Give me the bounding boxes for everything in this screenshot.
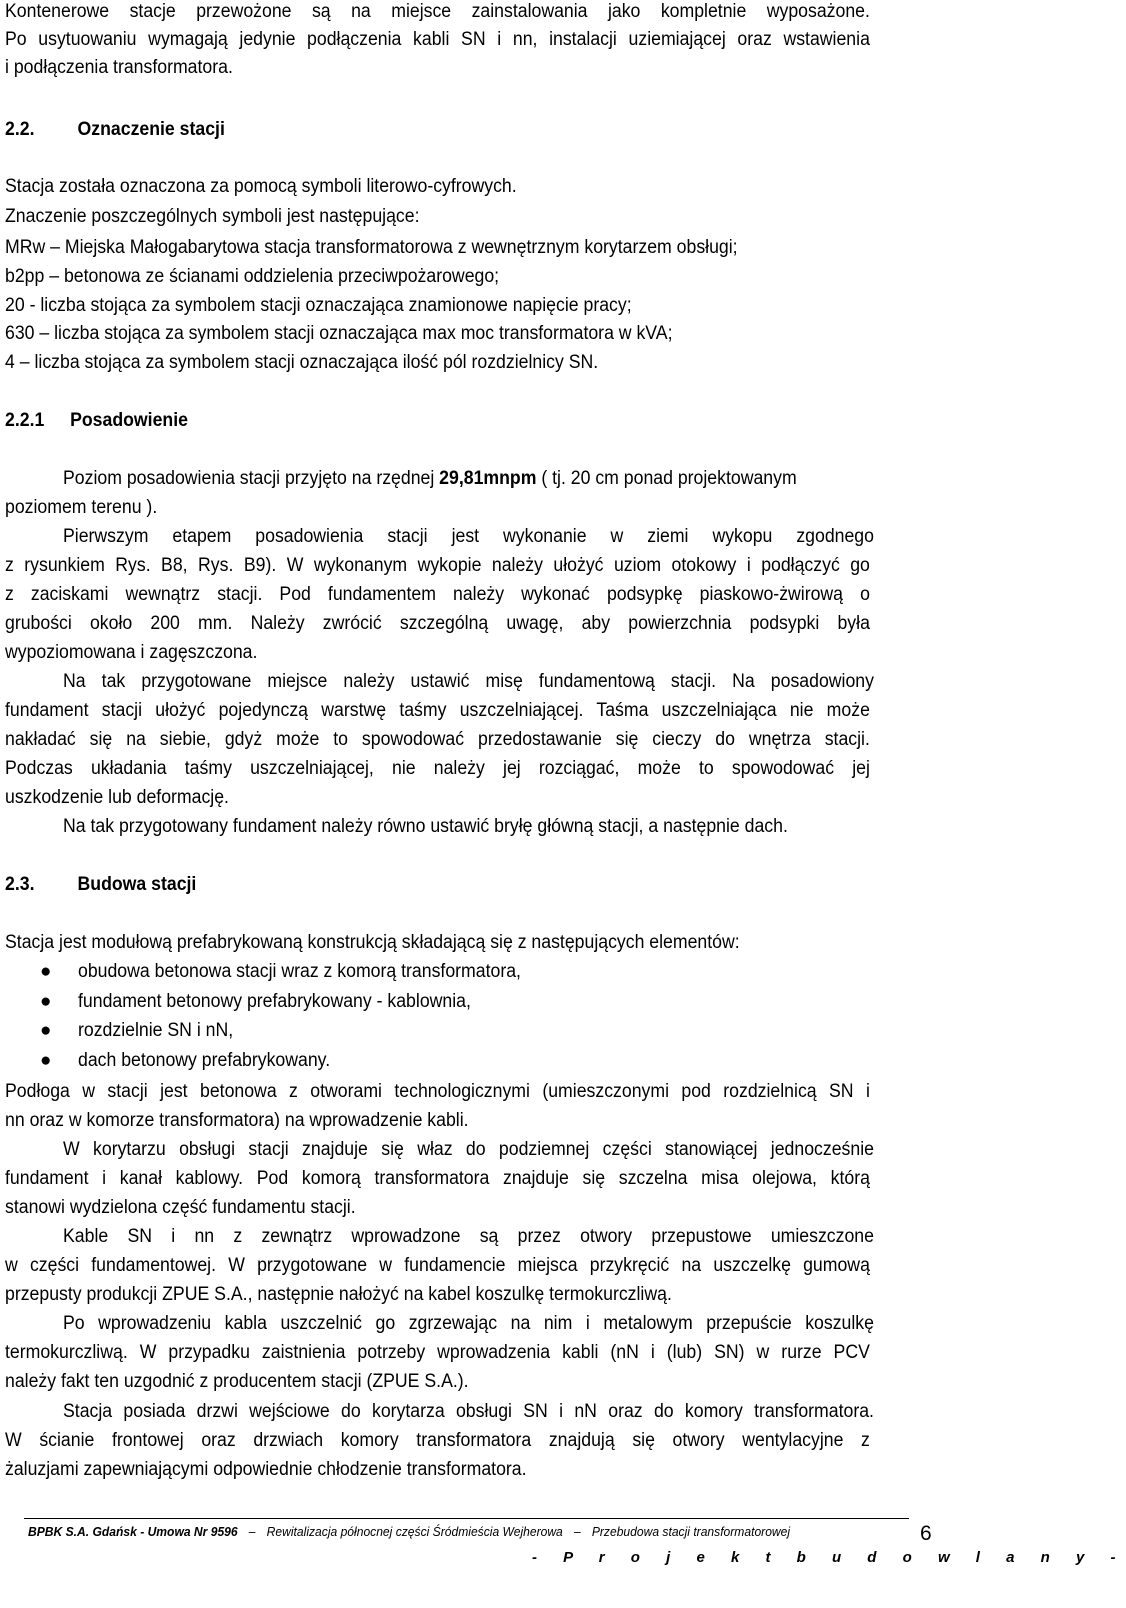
section-title: Budowa stacji [77, 874, 197, 895]
symbol-definition: b2pp – betonowa ze ścianami oddzielenia przeciwpożarowego; [5, 266, 500, 287]
footer-organization: BPBK S.A. Gdańsk - Umowa Nr 9596 [28, 1524, 238, 1539]
paragraph-line: Na tak przygotowane miejsce należy ustawić misę fundamentową stacji. Na posadowiony [63, 671, 874, 692]
elevation-value: 29,81mnpm [439, 468, 537, 489]
bullet-icon: ● [40, 991, 52, 1012]
paragraph-line: uszkodzenie lub deformację. [5, 787, 229, 808]
paragraph-line: Stacja została oznaczona za pomocą symboli literowo-cyfrowych. [5, 176, 517, 197]
paragraph-line: przepusty produkcji ZPUE S.A., następnie nałożyć na kabel koszulkę termokurczliwą. [5, 1284, 672, 1305]
paragraph-line: fundament stacji ułożyć pojedynczą warstwę taśmy uszczelniającej. Taśma uszczelniająca nie może [5, 700, 870, 721]
symbol-definition: 630 – liczba stojąca za symbolem stacji oznaczająca max moc transformatora w kVA; [5, 323, 673, 344]
paragraph-line: stanowi wydzielona część fundamentu stacji. [5, 1197, 356, 1218]
paragraph-line: Stacja posiada drzwi wejściowe do korytarza obsługi SN i nN oraz do komory transformatora. [63, 1401, 874, 1422]
footer-separator: – [248, 1524, 256, 1539]
list-item: obudowa betonowa stacji wraz z komorą transformatora, [78, 961, 521, 982]
paragraph-line: nn oraz w komorze transformatora) na wprowadzenie kabli. [5, 1110, 469, 1131]
paragraph-line: nakładać się na siebie, gdyż może to spowodować przedostawanie się cieczy do wnętrza stacji. [5, 729, 870, 750]
section-number: 2.3. [5, 874, 35, 895]
section-number: 2.2. [5, 119, 35, 140]
footer-project-scope: Przebudowa stacji transformatorowej [591, 1524, 791, 1539]
symbol-definition: MRw – Miejska Małogabarytowa stacja transformatorowa z wewnętrznym korytarzem obsługi; [5, 237, 738, 258]
paragraph-line [63, 467, 874, 491]
paragraph-line: z rysunkiem Rys. B8, Rys. B9). W wykonanym wykopie należy ułożyć uziom otokowy i podłączyć go [5, 555, 870, 576]
section-heading-2-3 [5, 873, 870, 897]
bullet-icon: ● [40, 1020, 52, 1041]
section-heading-2-2 [5, 118, 870, 142]
paragraph-line: Znaczenie poszczególnych symboli jest następujące: [5, 206, 420, 227]
footer-project-name: Rewitalizacja północnej części Śródmieścia Wejherowa [266, 1524, 563, 1539]
paragraph-line: Stacja jest modułową prefabrykowaną konstrukcją składającą się z następujących elementów: [5, 932, 740, 953]
text-run: ( tj. 20 cm ponad projektowanym [536, 468, 797, 489]
paragraph-line: poziomem terenu ). [5, 497, 158, 518]
paragraph-line: Po wprowadzeniu kabla uszczelnić go zgrzewając na nim i metalowym przepuście koszulkę [63, 1313, 874, 1334]
paragraph-line: należy fakt ten uzgodnić z producentem stacji (ZPUE S.A.). [5, 1371, 469, 1392]
paragraph-line: fundament i kanał kablowy. Pod komorą transformatora znajduje się szczelna misa olejowa, którą [5, 1168, 870, 1189]
section-title: Oznaczenie stacji [77, 119, 225, 140]
paragraph-line: wypoziomowana i zagęszczona. [5, 642, 258, 663]
page-number: 6 [920, 1522, 932, 1545]
section-title: Posadowienie [70, 410, 188, 431]
paragraph-line: Na tak przygotowany fundament należy równo ustawić bryłę główną stacji, a następnie dach. [63, 816, 788, 837]
paragraph-line: w części fundamentowej. W przygotowane w fundamencie miejsca przykręcić na uszczelkę gumową [5, 1255, 870, 1276]
symbol-definition: 4 – liczba stojąca za symbolem stacji oznaczająca ilość pól rozdzielnicy SN. [5, 352, 599, 373]
list-item: fundament betonowy prefabrykowany - kablownia, [78, 991, 471, 1012]
bullet-icon: ● [40, 1050, 52, 1071]
intro-line-2: Po usytuowaniu wymagają jedynie podłączenia kabli SN i nn, instalacji uziemiającej oraz wstawienia [5, 29, 870, 50]
paragraph-line: Pierwszym etapem posadowienia stacji jest wykonanie w ziemi wykopu zgodnego [63, 526, 874, 547]
list-item: rozdzielnie SN i nN, [78, 1020, 234, 1041]
bullet-icon: ● [40, 961, 52, 982]
section-heading-2-2-1 [5, 409, 870, 433]
paragraph-line: termokurczliwą. W przypadku zaistnienia potrzeby wprowadzenia kabli (nN i (lub) SN) w rurze PCV [5, 1342, 870, 1363]
paragraph-line: grubości około 200 mm. Należy zwrócić szczególną uwagę, aby powierzchnia podsypki była [5, 613, 870, 634]
paragraph-line: Podczas układania taśmy uszczelniającej, nie należy jej rozciągać, może to spowodować jej [5, 758, 870, 779]
paragraph-line: z zaciskami wewnątrz stacji. Pod fundamentem należy wykonać podsypkę piaskowo-żwirową o [5, 584, 870, 605]
paragraph-line: Podłoga w stacji jest betonowa z otworami technologicznymi (umieszczonymi pod rozdzielnicą SN i [5, 1081, 870, 1102]
symbol-definition: 20 - liczba stojąca za symbolem stacji oznaczająca znamionowe napięcie pracy; [5, 295, 632, 316]
intro-line-1: Kontenerowe stacje przewożone są na miejsce zainstalowania jako kompletnie wyposażone. [5, 1, 870, 22]
paragraph-line: W ścianie frontowej oraz drzwiach komory transformatora znajdują się otwory wentylacyjne z [5, 1430, 870, 1451]
footer-separator: – [573, 1524, 581, 1539]
footer-divider [24, 1518, 909, 1519]
intro-line-3: i podłączenia transformatora. [5, 57, 233, 78]
section-number: 2.2.1 [5, 410, 45, 431]
paragraph-line: żaluzjami zapewniającymi odpowiednie chłodzenie transformatora. [5, 1459, 527, 1480]
paragraph-line: Kable SN i nn z zewnątrz wprowadzone są przez otwory przepustowe umieszczone [63, 1226, 874, 1247]
text-run: Poziom posadowienia stacji przyjęto na rzędnej [63, 468, 440, 489]
page-footer [28, 1523, 790, 1541]
footer-document-type: - P r o j e k t b u d o w l a n y - [532, 1549, 1126, 1566]
paragraph-line: W korytarzu obsługi stacji znajduje się właz do podziemnej części stanowiącej jednocześnie [63, 1139, 874, 1160]
list-item: dach betonowy prefabrykowany. [78, 1050, 331, 1071]
